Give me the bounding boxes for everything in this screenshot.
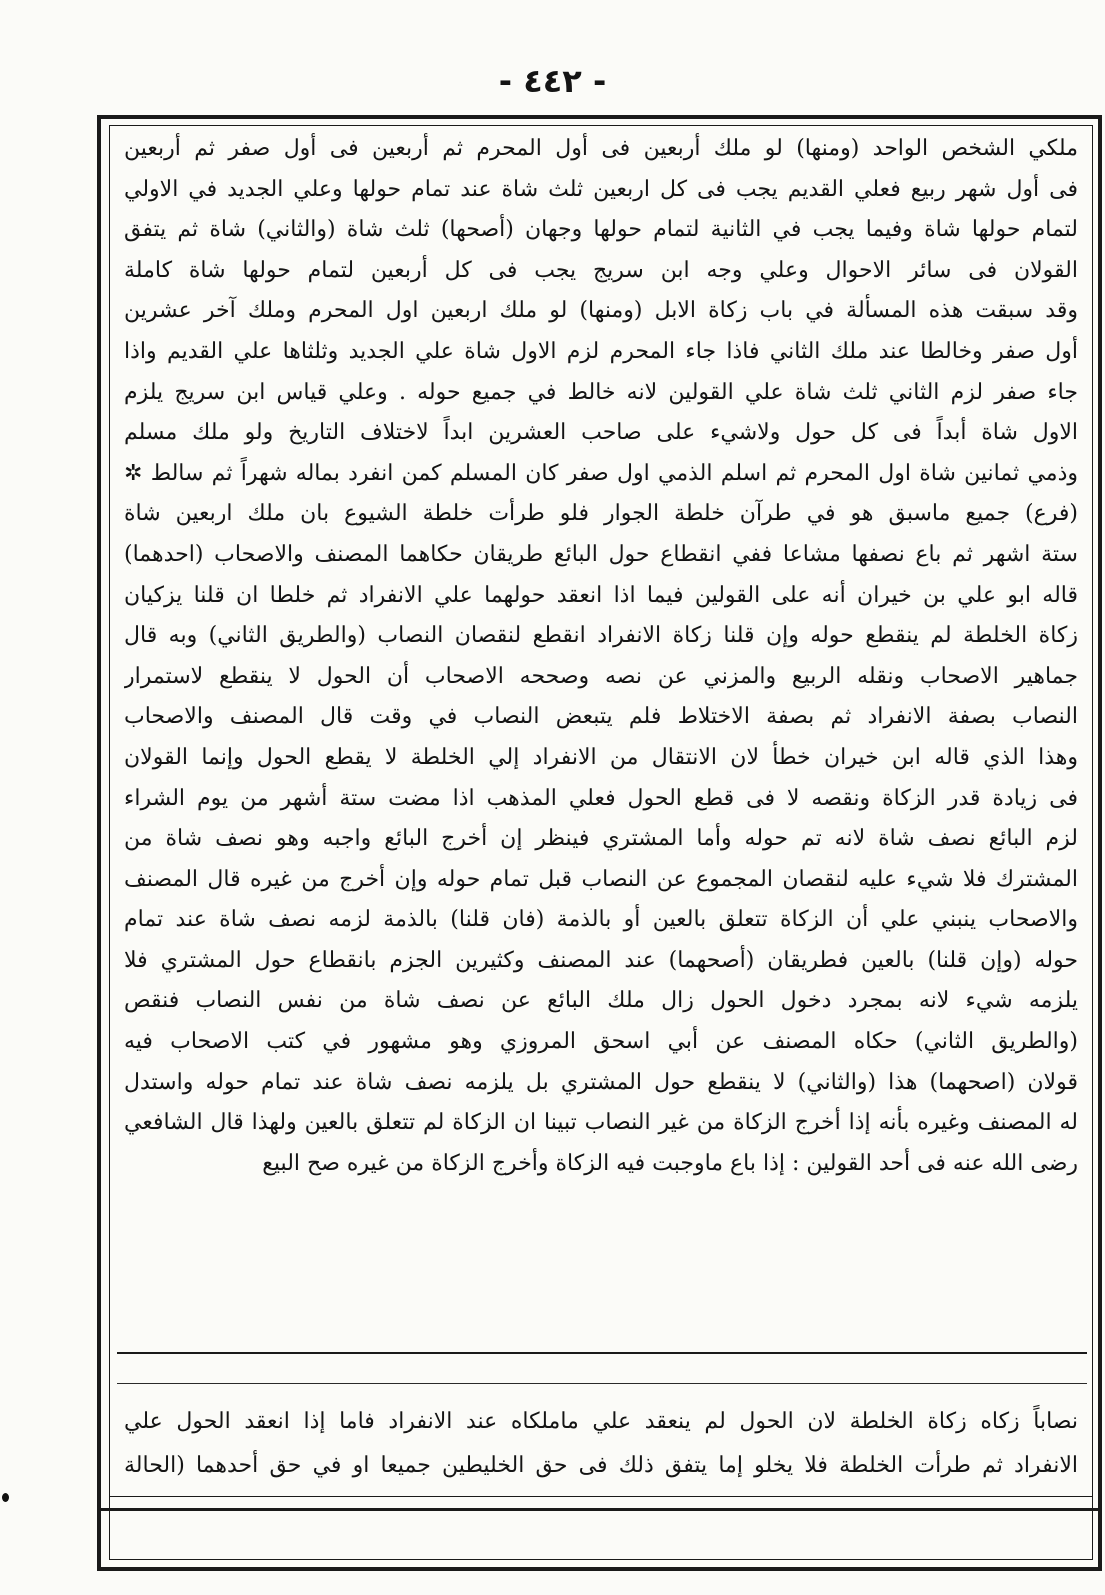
text-line: ملكي الشخص الواحد (ومنها) لو ملك أربعين فى أول المحرم ثم أربعين فى أول صفر ثم أربعين <box>124 136 1078 161</box>
text-line: لزم البائع نصف شاة لانه تم حوله وأما المشتري فينظر إن أخرج البائع واجبه وهو نصف شاة من <box>124 826 1078 852</box>
bottom-rule-outer <box>97 1508 1102 1511</box>
text-line: له المصنف وغيره بأنه إذا أخرج الزكاة من غير النصاب تبينا ان الزكاة لم تتعلق بالعين ولهذا قال الشافعي <box>124 1110 1078 1136</box>
footnote-rule <box>117 1383 1087 1384</box>
main-text-block <box>124 129 1078 1184</box>
text-line: لتمام حولها شاة وفيما يجب في الثانية لتمام حولها وجهان (أصحها) ثلث شاة (والثاني) شاة ثم يتفق <box>124 217 1078 243</box>
text-line: والاصحاب ينبني علي أن الزكاة تتعلق بالعين أو بالذمة (فان قلنا) بالذمة لزمه نصف شاة عند تمام <box>124 907 1078 933</box>
text-line: أول صفر وخالطا عند ملك الثاني فاذا جاء المحرم لزم الاول شاة علي الجديد وثلثاها علي القديم واذا <box>124 338 1078 364</box>
text-line: القولان فى سائر الاحوال وعلي وجه ابن سريج يجب فى كل أربعين لتمام حولها شاة كاملة <box>124 257 1078 283</box>
text-line: ستة اشهر ثم باع نصفها مشاعا ففي انقطاع حول البائع طريقان حكاهما المصنف والاصحاب (احدهما) <box>124 541 1078 567</box>
text-line: النصاب بصفة الانفراد ثم بصفة الاختلاط فلم يتبعض النصاب في وقت قال المصنف والاصحاب <box>124 704 1078 730</box>
footnote-text-block <box>124 1400 1078 1488</box>
margin-mark <box>2 1493 9 1502</box>
text-line: يلزمه شيء لانه بمجرد دخول الحول زال ملك البائع عن نصف شاة من نفس النصاب فنقص <box>124 988 1078 1014</box>
footnote-divider <box>117 1352 1087 1354</box>
text-line: وقد سبقت هذه المسألة في باب زكاة الابل (ومنها) لو ملك اربعين اول المحرم وملك آخر عشرين <box>124 298 1078 324</box>
bottom-rule-inner <box>109 1496 1093 1497</box>
text-line: جماهير الاصحاب ونقله الربيع والمزني عن نصه وصححه الاصحاب أن الحول لا ينقطع لاستمرار <box>124 663 1078 689</box>
text-line: حوله (وإن قلنا) بالعين فطريقان (أصحهما) عند المصنف وكثيرين الجزم بانقطاع حول المشتري فلا <box>124 947 1078 973</box>
footnote-line: نصاباً زكاه زكاة الخلطة لان الحول لم ينعقد علي ماملكاه عند الانفراد فاما إذا انعقد الحول علي <box>124 1409 1078 1434</box>
text-line: قاله ابو علي بن خيران أنه على القولين فيما اذا انعقد حولهما علي الانفراد ثم خلطا ان قلنا يزكيان <box>124 582 1078 608</box>
text-line: (والطريق الثاني) حكاه المصنف عن أبي اسحق المروزي وهو مشهور في كتب الاصحاب فيه <box>124 1029 1078 1055</box>
text-line: فى أول شهر ربيع فعلي القديم يجب فى كل اربعين ثلث شاة عند تمام حولها وعلي الجديد في الاولي <box>124 176 1078 202</box>
text-line: جاء صفر لزم الثاني ثلث شاة علي القولين لانه خالط في جميع حوله . وعلي قياس ابن سريج يلزم <box>124 379 1078 405</box>
text-line: وهذا الذي قاله ابن خيران خطأ لان الانتقال من الانفراد إلي الخلطة لا يقطع الحول وإنما القولان <box>124 744 1078 770</box>
text-line: وذمي ثمانين شاة اول المحرم ثم اسلم الذمي اول صفر كان المسلم كمن انفرد بماله شهراً ثم سالط ✲ <box>124 460 1078 486</box>
text-line: قولان (اصحهما) هذا (والثاني) لا ينقطع حول المشتري بل يلزمه نصف شاة عند تمام حوله واستدل <box>124 1069 1078 1095</box>
text-line: المشترك فلا شيء عليه لنقصان المجموع عن النصاب قبل تمام حوله وإن أخرج من غيره قال المصنف <box>124 866 1078 892</box>
text-line: فى زيادة قدر الزكاة ونقصه لا فى قطع الحول فعلي المذهب اذا مضت ستة أشهر من يوم الشراء <box>124 785 1078 811</box>
page-number: - ٤٤٢ - <box>498 62 607 100</box>
text-line: زكاة الخلطة لم ينقطع حوله وإن قلنا زكاة الانفراد انقطع لنقصان النصاب (والطريق الثاني) وبه قال <box>124 623 1078 649</box>
text-line: (فرع) جميع ماسبق هو في طرآن خلطة الجوار فلو طرأت خلطة الشيوع بان ملك اربعين شاة <box>124 501 1078 527</box>
text-line: الاول شاة أبداً فى كل حول ولاشيء على صاحب العشرين ابداً لاختلاف التاريخ ولو ملك مسلم <box>124 420 1078 446</box>
text-line: رضى الله عنه فى أحد القولين : إذا باع ماوجبت فيه الزكاة وأخرج الزكاة من غيره صح البيع <box>262 1150 1078 1176</box>
footnote-line: الانفراد ثم طرأت الخلطة فلا يخلو إما يتفق ذلك فى حق الخليطين جميعا او في حق أحدهما (الحالة <box>124 1453 1078 1478</box>
